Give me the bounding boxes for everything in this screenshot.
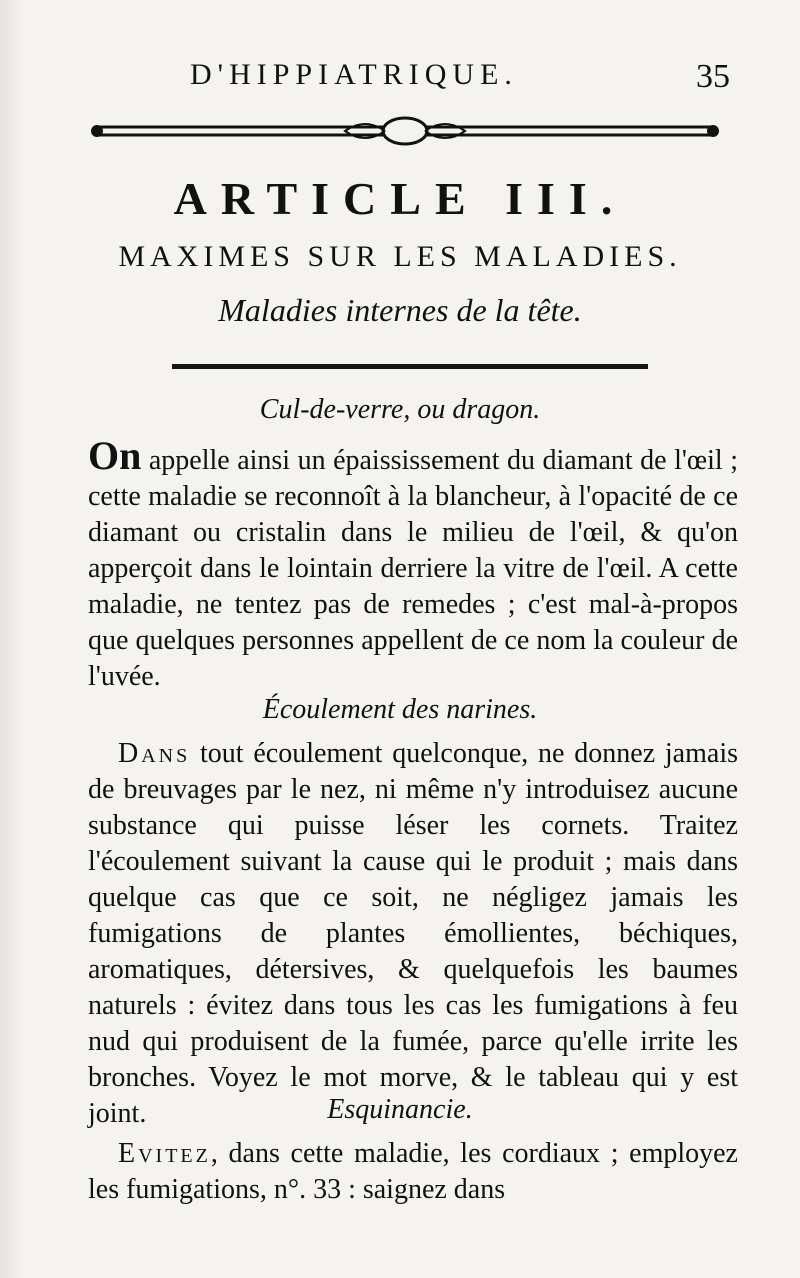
- running-head: [0, 58, 800, 98]
- entry-lead: On: [88, 433, 142, 478]
- entry-text-cul-de-verre: [88, 433, 738, 695]
- entry-lead: Dans: [118, 738, 191, 769]
- entry-title-esquinancie: Esquinancie.: [327, 1094, 473, 1125]
- section-subheading: Maladies internes de la tête.: [218, 292, 582, 328]
- entry-body: , dans cette maladie, les cordiaux ; employez les fumigations, n°. 33 : saignez dans: [88, 1138, 738, 1205]
- entry-title-ecoulement: Écoulement des narines.: [262, 694, 538, 725]
- page-number: 35: [696, 58, 730, 95]
- entry-text-ecoulement: [88, 736, 738, 1132]
- ornament-rule-icon: [85, 113, 725, 153]
- section-heading: MAXIMES SUR LES MALADIES.: [118, 240, 682, 273]
- entry-body: tout écoulement quelconque, ne donnez jamais de breuvages par le nez, ni même n'y introduisez aucune substance qui puisse léser les cornets. Traitez l'écoulement suivant la cause qui le produit ; mais dans quelque cas que ce soit, ne négligez jamais les fumigations de plantes émollientes, béchiques, aromatiques, détersives, & quelquefois les baumes naturels : évitez dans tous les cas les fumigations à feu nud qui produisent de la fumée, parce qu'elle irrite les bronches. Voyez le mot morve, & le tableau qui y est joint.: [88, 738, 738, 1129]
- entry-body: appelle ainsi un épaississement du diamant de l'œil ; cette maladie se reconnoît à la blancheur, à l'opacité de ce diamant ou cristalin dans le milieu de l'œil, & qu'on apperçoit dans le lointain derriere la vitre de l'œil. A cette maladie, ne tentez pas de remedes ; c'est mal-à-propos que quelques personnes appellent de ce nom la couleur de l'uvée.: [88, 445, 738, 692]
- entry-text-esquinancie: [88, 1136, 738, 1208]
- section-divider: [172, 364, 648, 369]
- entry-lead: Evitez: [118, 1138, 211, 1169]
- entry-title-cul-de-verre: Cul-de-verre, ou dragon.: [259, 394, 541, 425]
- running-title: D'HIPPIATRIQUE.: [190, 58, 518, 91]
- article-heading: ARTICLE III.: [173, 173, 627, 224]
